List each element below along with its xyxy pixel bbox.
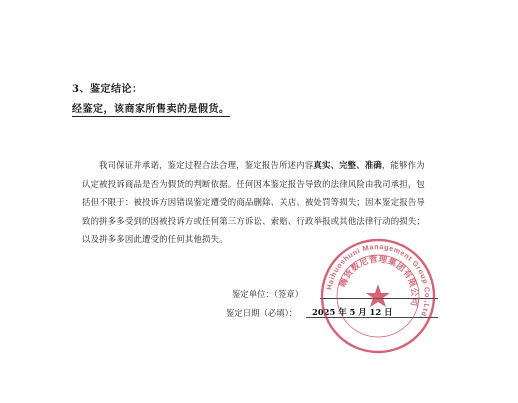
- paragraph-line-1: [82, 156, 444, 175]
- paragraph-line-1-bold: 真实、完整、准确: [313, 160, 382, 170]
- paragraph-line-5: 以及拼多多因此遭受的任何其他损失。: [82, 234, 228, 245]
- company-seal-stamp: [318, 236, 438, 356]
- paragraph-line-1-post: ，能够作为: [381, 160, 425, 170]
- conclusion-text: 经鉴定，该商家所售卖的是假货。: [72, 100, 230, 117]
- paragraph-line-3: 括但不限于：被投诉方因错误鉴定遭受的商品删除、关店、被处罚等损失；因本鉴定报告导: [82, 197, 425, 208]
- section-heading: 3、鉴定结论：: [72, 84, 143, 95]
- appraisal-date-value: 2025 年 5 月 12 日: [312, 307, 393, 317]
- appraisal-date-label: 鉴定日期（必填）：: [226, 308, 298, 318]
- paragraph-line-4: 致的拼多多受到的因被投诉方或任何第三方诉讼、索赔、行政举报或其他法律行动的损失；: [82, 215, 425, 226]
- seal-star-icon: [366, 284, 390, 307]
- paragraph-line-2: 认定被投诉商品是否为假货的判断依据。任何因本鉴定报告导致的法律风险由我司承担，包: [82, 178, 425, 189]
- seal-inner-text: 嗨货数尼管理集团有限公司: [338, 254, 420, 308]
- paragraph-line-1-pre: 我司保证并承诺，鉴定过程合法合理，鉴定报告所述内容: [99, 160, 314, 170]
- appraisal-unit-label: 鉴定单位：（签章）: [232, 289, 304, 299]
- seal-outer-text: Haihuoshuni Management Group Co.,Ltd.: [324, 241, 433, 321]
